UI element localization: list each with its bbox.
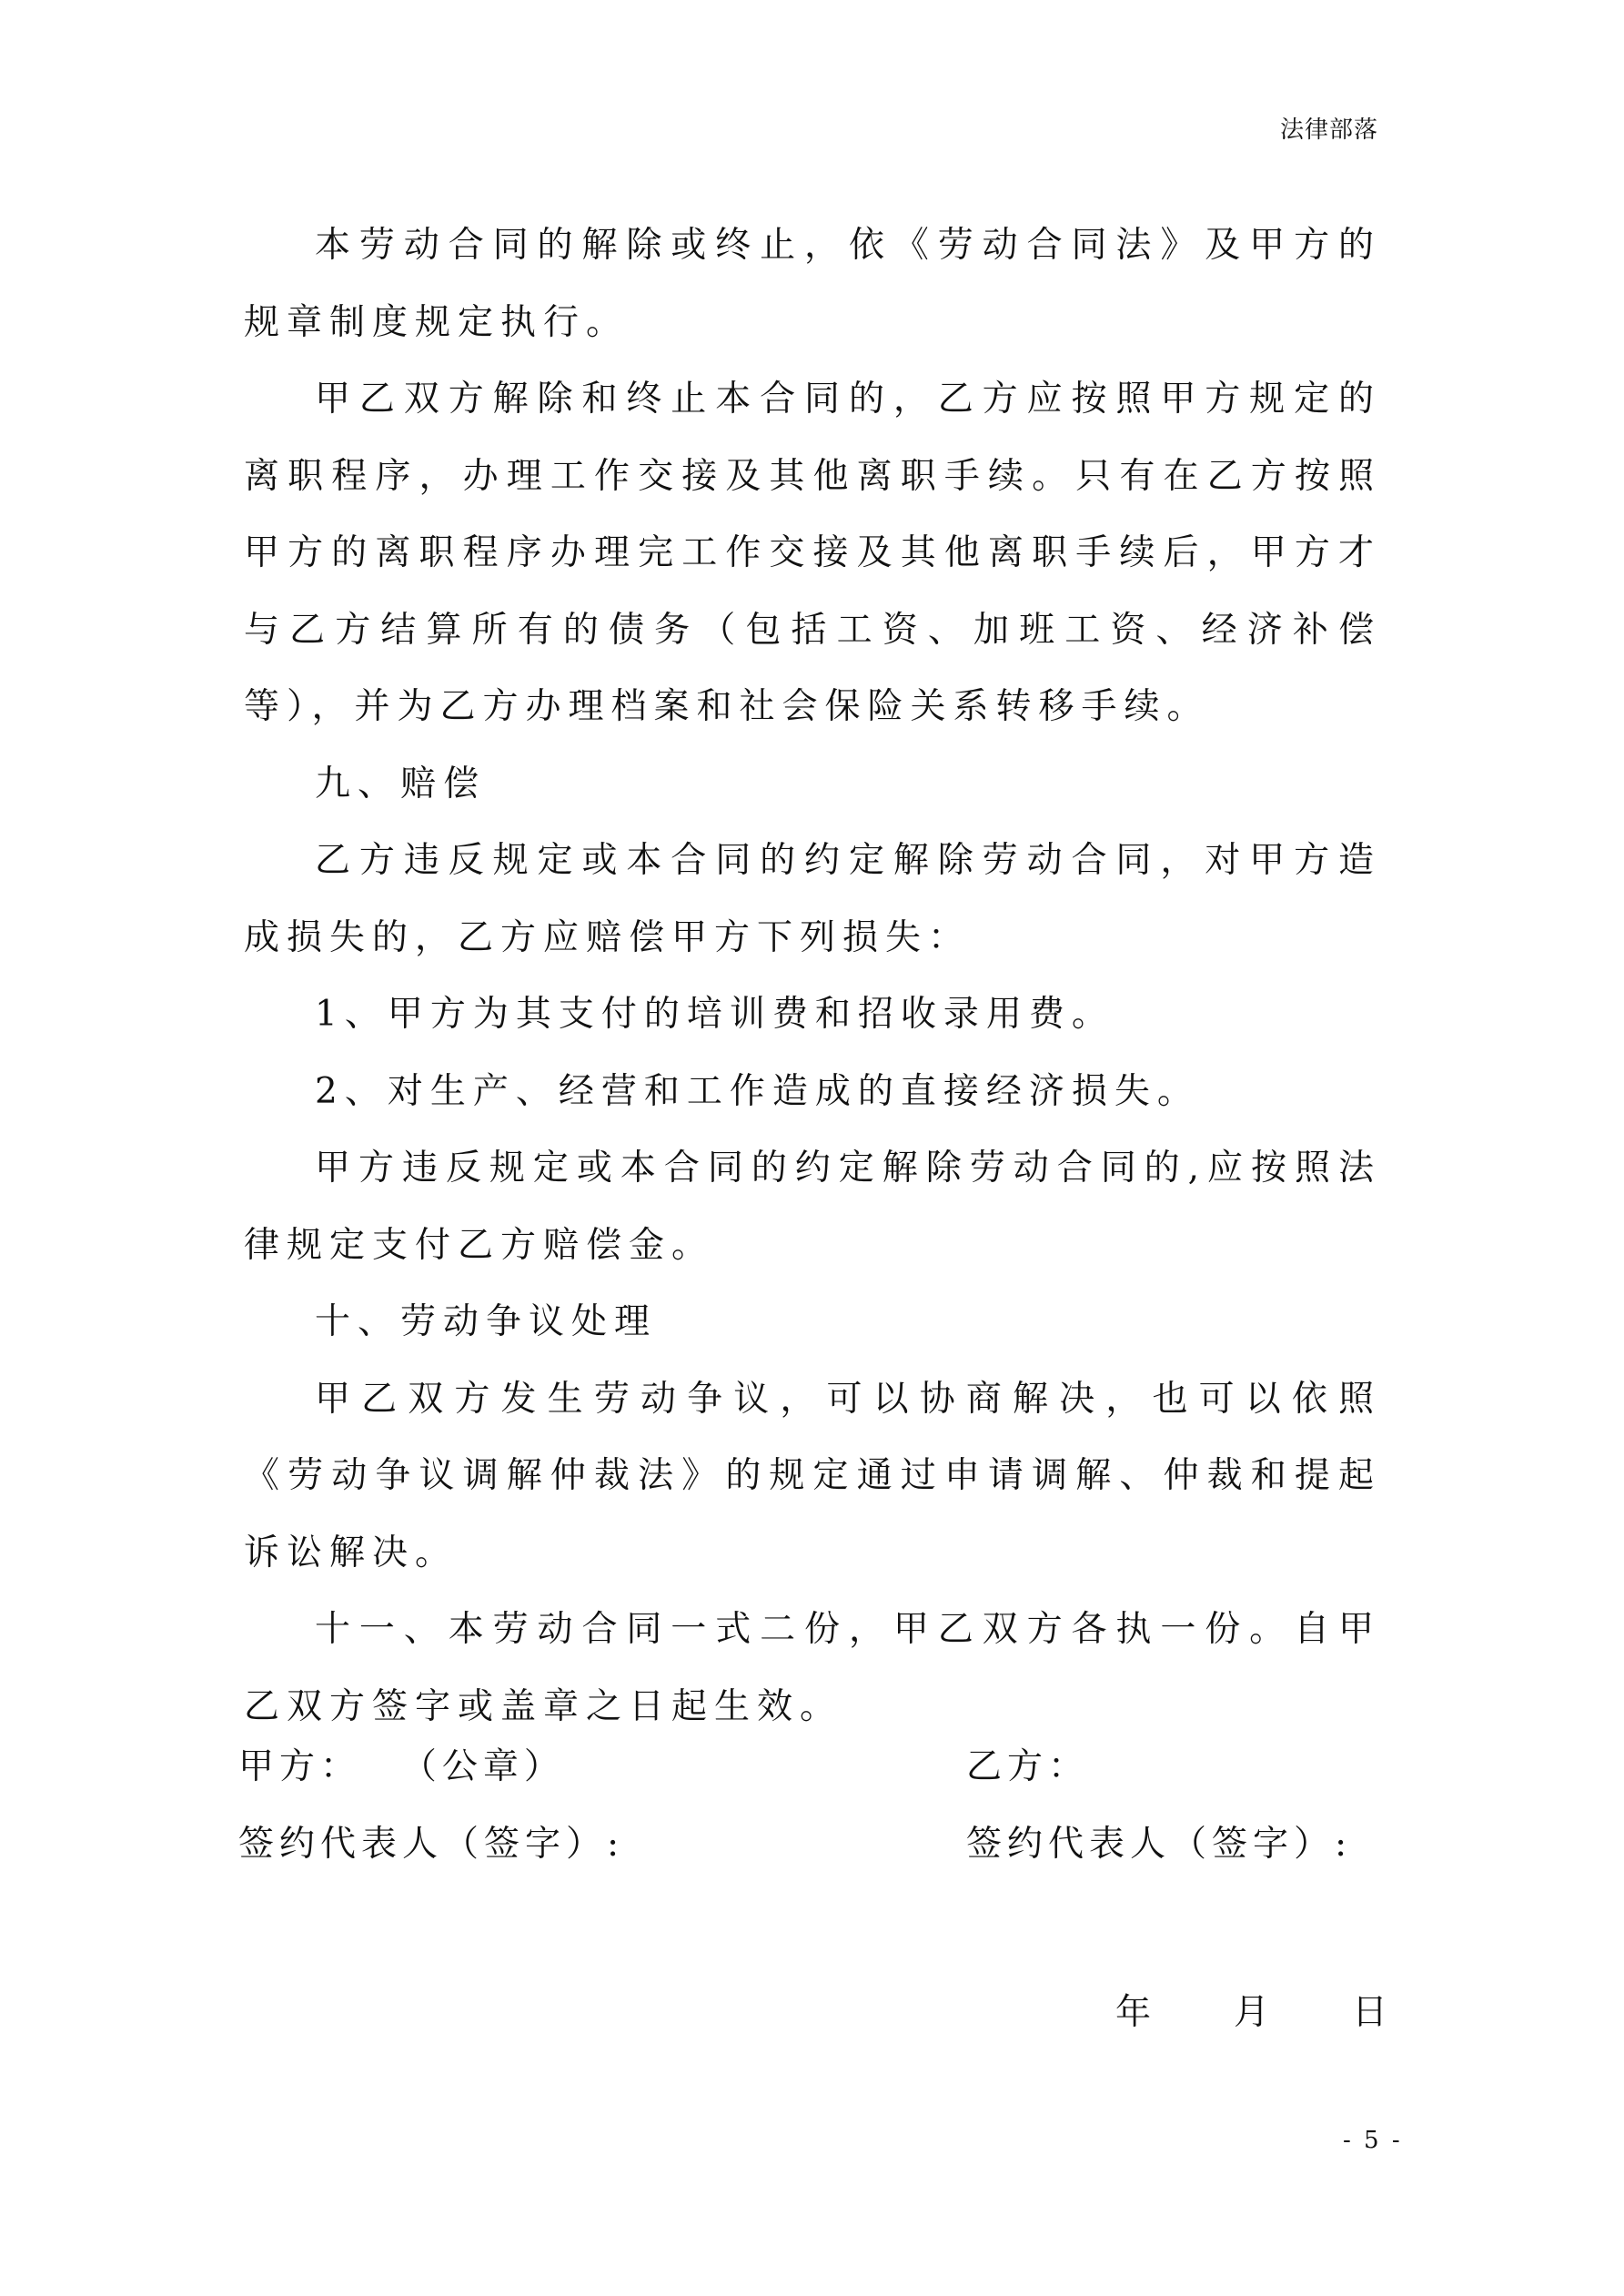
date-day: 日 xyxy=(1352,1992,1388,2033)
section-heading: 九、赔偿 xyxy=(315,763,487,804)
party-b-label: 乙方： xyxy=(966,1746,1090,1787)
party-b-representative-label: 签约代表人（签字）: xyxy=(966,1824,1353,1865)
signature-party-row xyxy=(238,1738,1385,1793)
date-year: 年 xyxy=(1115,1992,1152,2033)
contract-body xyxy=(244,207,1381,1745)
section-heading: 十、劳动争议处理 xyxy=(315,1301,658,1342)
paragraph: 甲方违反规定或本合同的约定解除劳动合同的,应按照法律规定支付乙方赔偿金。 xyxy=(244,1148,1381,1266)
list-item: 1、甲方为其支付的培训费和招收录用费。 xyxy=(315,994,1115,1035)
paragraph: 本劳动合同的解除或终止，依《劳动合同法》及甲方的规章制度规定执行。 xyxy=(244,225,1381,343)
party-a-representative-label: 签约代表人（签字）: xyxy=(238,1824,625,1865)
document-header: 法律部落 xyxy=(1279,116,1378,144)
paragraph: 甲乙双方发生劳动争议，可以协商解决，也可以依照《劳动争议调解仲裁法》的规定通过申请调解、仲裁和提起诉讼解决。 xyxy=(244,1378,1381,1573)
paragraph: 十一、本劳动合同一式二份，甲乙双方各执一份。自甲乙双方签字或盖章之日起生效。 xyxy=(244,1609,1381,1727)
list-item: 2、对生产、经营和工作造成的直接经济损失。 xyxy=(315,1070,1200,1112)
paragraph: 乙方违反规定或本合同的约定解除劳动合同，对甲方造成损失的，乙方应赔偿甲方下列损失： xyxy=(244,840,1381,958)
signature-rep-row xyxy=(238,1816,1385,1870)
page-number: - 5 - xyxy=(1343,2127,1403,2154)
paragraph: 甲乙双方解除和终止本合同的，乙方应按照甲方规定的离职程序，办理工作交接及其他离职手续。只有在乙方按照甲方的离职程序办理完工作交接及其他离职手续后，甲方才与乙方结算所有的债务（包括工资、加班工资、经济补偿等），并为乙方办理档案和社会保险关系转移手续。 xyxy=(244,379,1381,727)
party-a-label: 甲方： （公章） xyxy=(238,1746,565,1787)
date-month: 月 xyxy=(1234,1992,1270,2033)
